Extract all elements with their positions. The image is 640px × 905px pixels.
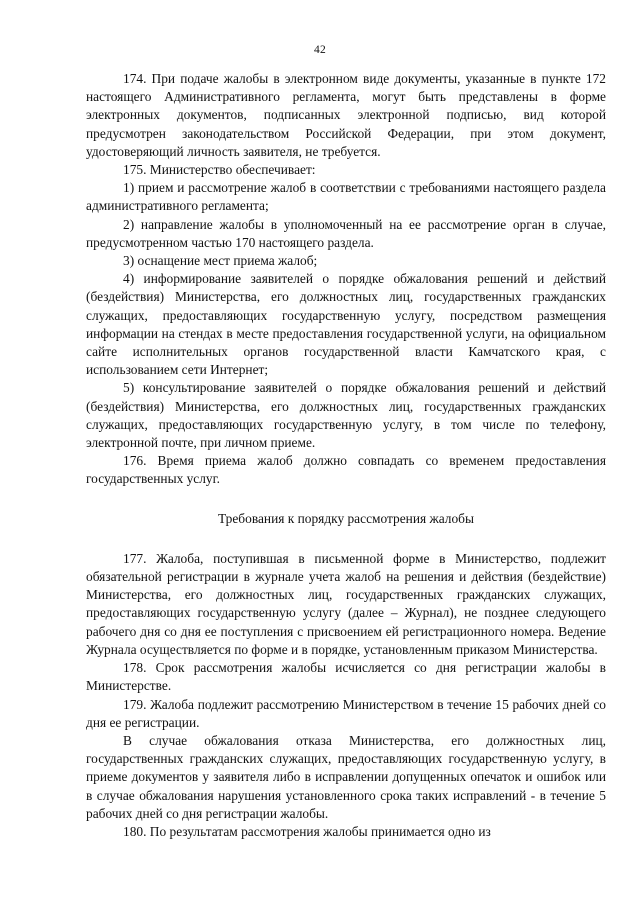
paragraph-178: 178. Срок рассмотрения жалобы исчисляется со дня регистрации жалобы в Министерстве.: [86, 660, 606, 694]
list-item-175-2: 2) направление жалобы в уполномоченный на ее рассмотрение орган в случае, предусмотренном частью 170 настоящего раздела.: [86, 216, 606, 250]
paragraph-179-refusal: В случае обжалования отказа Министерства, его должностных лиц, государственных гражданских служащих, предоставляющих государственную услугу, в приеме документов у заявителя либо в исправлении допущенных опечаток и ошибок или в случае обжалования нарушения установленного срока таких исправлений - в течение 5 рабочих дней со дня регистрации жалобы.: [86, 732, 606, 821]
section-heading: Требования к порядку рассмотрения жалобы: [218, 510, 474, 526]
paragraph-174: 174. При подаче жалобы в электронном виде документы, указанные в пункте 172 настоящего Административного регламента, могут быть представлены в форме электронных документов, подписанных электронной подписью, вид которой предусмотрен законодательством Российской Федерации, при этом документ, удостоверяющий личность заявителя, не требуется.: [86, 71, 606, 159]
paragraph-180: 180. По результатам рассмотрения жалобы принимается одно из: [123, 823, 491, 839]
list-item-175-5: 5) консультирование заявителей о порядке обжалования решений и действий (бездействия) Министерства, его должностных лиц, государственных гражданских служащих, предоставляющих государственную услугу, в том числе по телефону, электронной почте, при личном приеме.: [86, 380, 606, 451]
document-body: [86, 70, 606, 841]
list-item-175-4: 4) информирование заявителей о порядке обжалования решений и действий (бездействия) Министерства, его должностных лиц, государственных гражданских служащих, предоставляющих государственную услугу, посредством размещения информации на стендах в месте предоставления государственной услуги, на официальном сайте исполнительных органов государственной власти Камчатского края, с использованием сети Интернет;: [86, 271, 606, 378]
list-item-175-3: 3) оснащение мест приема жалоб;: [123, 253, 318, 269]
paragraph-179: 179. Жалоба подлежит рассмотрению Министерством в течение 15 рабочих дней со дня ее регистрации.: [86, 696, 606, 730]
page-number: 42: [313, 44, 327, 56]
paragraph-175: 175. Министерство обеспечивает:: [123, 162, 316, 178]
paragraph-177: 177. Жалоба, поступившая в письменной форме в Министерство, подлежит обязательной регистрации в журнале учета жалоб на решения и действия (бездействие) Министерства, его должностных лиц, государственных гражданских служащих, предоставляющих государственную услугу (далее – Журнал), не позднее следующего рабочего дня со дня ее поступления с присвоением ей регистрационного номера. Ведение Журнала осуществляется по форме и в порядке, установленным приказом Министерства.: [86, 550, 606, 657]
list-item-175-1: 1) прием и рассмотрение жалоб в соответствии с требованиями настоящего раздела административного регламента;: [86, 180, 606, 214]
paragraph-176: 176. Время приема жалоб должно совпадать со временем предоставления государственных услуг.: [86, 453, 606, 487]
